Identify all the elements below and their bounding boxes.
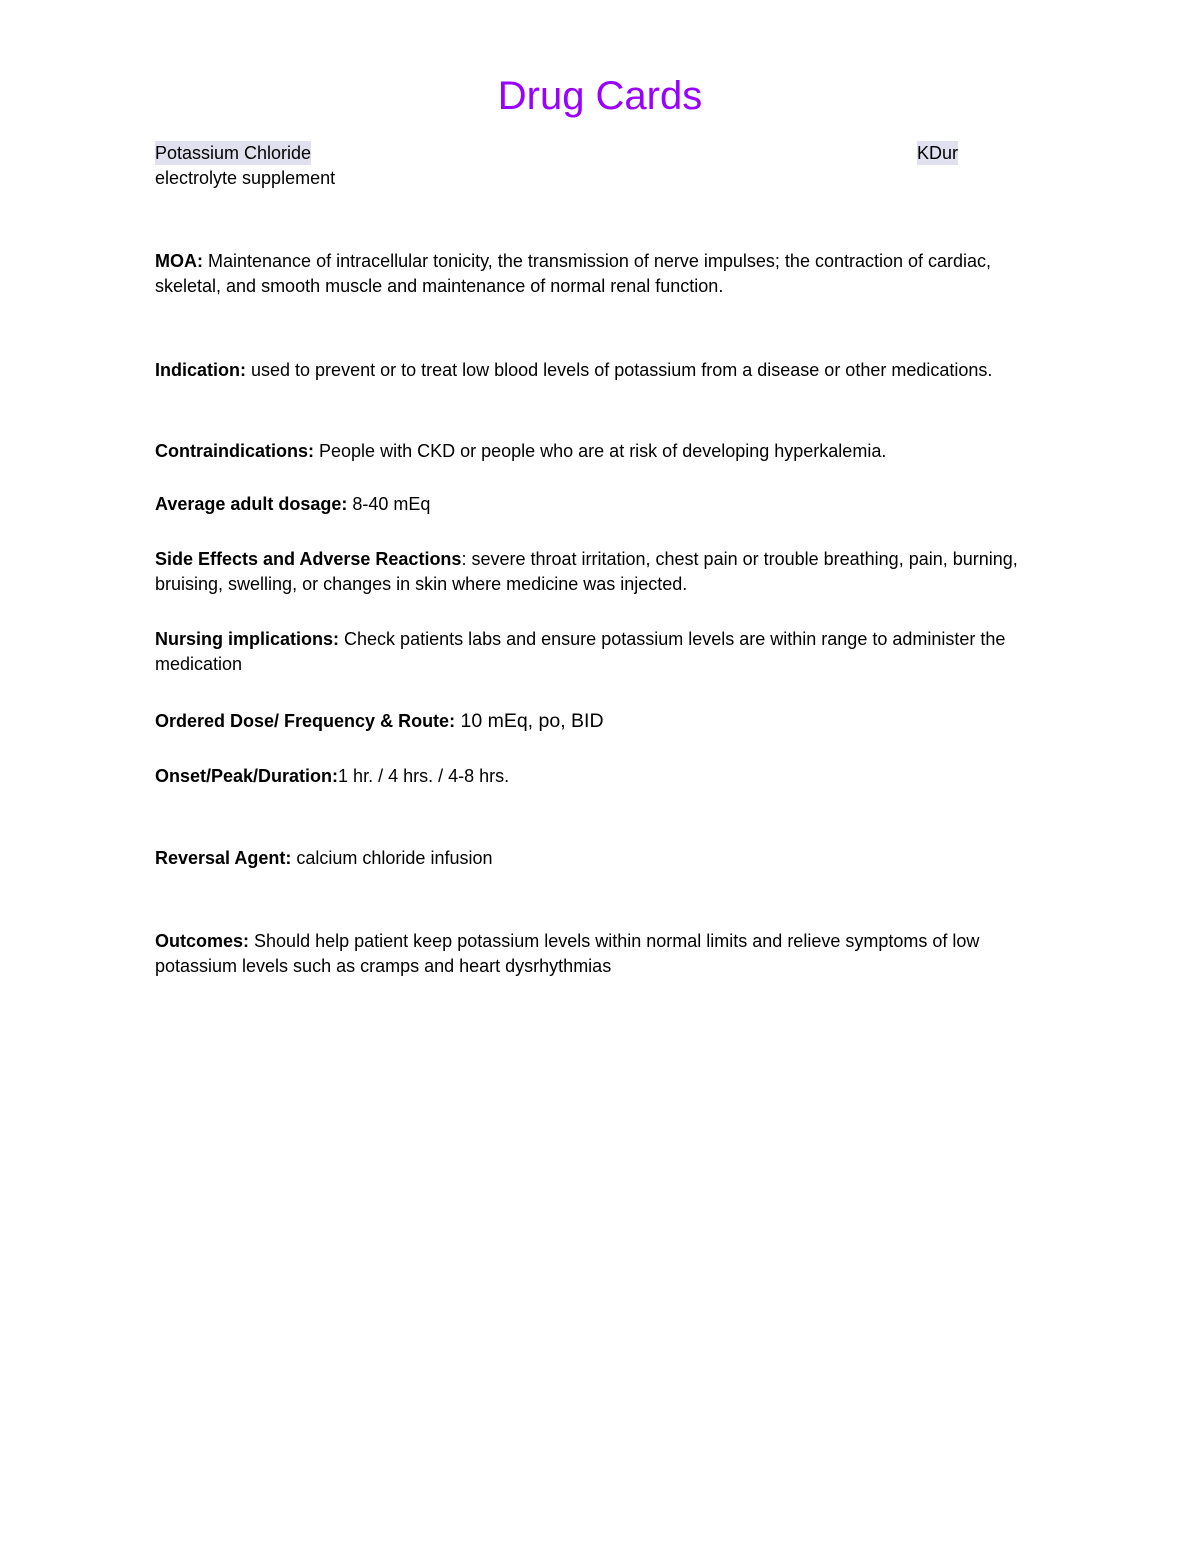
indication-text: used to prevent or to treat low blood levels of potassium from a disease or other medications.: [246, 360, 993, 380]
onset-text: 1 hr. / 4 hrs. / 4-8 hrs.: [338, 766, 510, 786]
moa-section: [155, 249, 1035, 299]
ordered-section: [155, 709, 1035, 734]
drug-name-row: [155, 141, 965, 165]
dosage-section: [155, 492, 1035, 517]
onset-label: Onset/Peak/Duration:: [155, 766, 339, 786]
brand-name: KDur: [917, 143, 959, 163]
nursing-text: Check patients labs and ensure potassium levels are within range to administer the medication: [155, 629, 1006, 674]
reversal-label: Reversal Agent:: [155, 848, 292, 868]
document-title: Drug Cards: [497, 74, 703, 118]
moa-label: MOA:: [155, 251, 203, 271]
reversal-section: [155, 846, 1035, 871]
nursing-section: [155, 627, 1035, 677]
outcomes-label: Outcomes:: [155, 931, 250, 951]
ordered-text: 10 mEq, po, BID: [455, 710, 604, 732]
indication-label: Indication:: [155, 360, 246, 380]
generic-name: Potassium Chloride: [155, 143, 312, 163]
dosage-label: Average adult dosage:: [155, 494, 348, 514]
side-effects-text: : severe throat irritation, chest pain or trouble breathing, pain, burning, bruising, swelling, or changes in skin where medicine was injected.: [155, 549, 1018, 594]
reversal-text: calcium chloride infusion: [291, 848, 493, 868]
side-effects-label: Side Effects and Adverse Reactions: [155, 549, 462, 569]
outcomes-text: Should help patient keep potassium levels within normal limits and relieve symptoms of low potassium levels such as cramps and heart dysrhythmias: [155, 931, 980, 976]
side-effects-section: [155, 547, 1035, 597]
ordered-label: Ordered Dose/ Frequency & Route:: [155, 711, 456, 731]
outcomes-section: [155, 929, 1035, 979]
contraindications-text: People with CKD or people who are at risk of developing hyperkalemia.: [314, 441, 887, 461]
dosage-text: 8-40 mEq: [347, 494, 431, 514]
indication-section: [155, 358, 1035, 383]
contraindications-label: Contraindications:: [155, 441, 315, 461]
contraindications-section: [155, 439, 1035, 464]
drug-classification: electrolyte supplement: [155, 168, 336, 188]
onset-section: [155, 764, 1035, 789]
nursing-label: Nursing implications:: [155, 629, 340, 649]
moa-text: Maintenance of intracellular tonicity, the transmission of nerve impulses; the contraction of cardiac, skeletal, and smooth muscle and maintenance of normal renal function.: [155, 251, 992, 296]
